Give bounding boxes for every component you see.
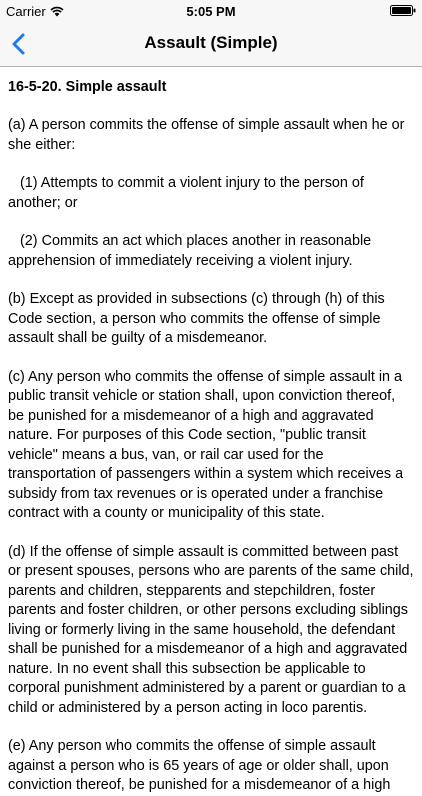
carrier-label: Carrier — [6, 4, 46, 19]
battery-icon — [390, 5, 416, 16]
paragraph-a1: (1) Attempts to commit a violent injury to the person of another; or — [8, 175, 364, 211]
section-heading: 16-5-20. Simple assault — [8, 79, 167, 95]
page-title: Assault (Simple) — [144, 33, 278, 52]
paragraph-c: (c) Any person who commits the offense of simple assault in a public transit vehicle or station shall, upon conviction thereof, be punished for a misdemeanor of a high and aggravated nature. For purposes of this Code section, "public transit vehicle" means a bus, van, or rail car used for the transportation of passengers within a system which receives a subsidy from tax revenues or is operated under a franchise contract with a county or municipality of this state. — [8, 368, 404, 521]
status-bar — [0, 0, 422, 22]
paragraph-d: (d) If the offense of simple assault is committed between past or present spouses, persons who are parents of the same child, parents and children, stepparents and stepchildren, foster parents and foster children, or other persons excluding siblings living or formerly living in the same household, the defendant shall be punished for a misdemeanor of a high and aggravated nature. In no event shall this subsection be applicable to corporal punishment administered by a parent or guardian to a child or administered by a person acting in loco parentis. — [8, 543, 414, 716]
document-body[interactable] — [0, 67, 422, 793]
paragraph-a: (a) A person commits the offense of simple assault when he or she either: — [8, 117, 405, 153]
paragraph-b: (b) Except as provided in subsections (c) through (h) of this Code section, a person who commits the offense of simple assault shall be guilty of a misdemeanor. — [8, 291, 385, 346]
navigation-bar — [0, 22, 422, 67]
paragraph-e: (e) Any person who commits the offense of simple assault against a person who is 65 years of age or older shall, upon conviction thereof, be punished for a misdemeanor of a high — [8, 738, 391, 793]
paragraph-a2: (2) Commits an act which places another in reasonable apprehension of immediately receiving a violent injury. — [8, 233, 372, 269]
status-time: 5:05 PM — [186, 4, 236, 19]
